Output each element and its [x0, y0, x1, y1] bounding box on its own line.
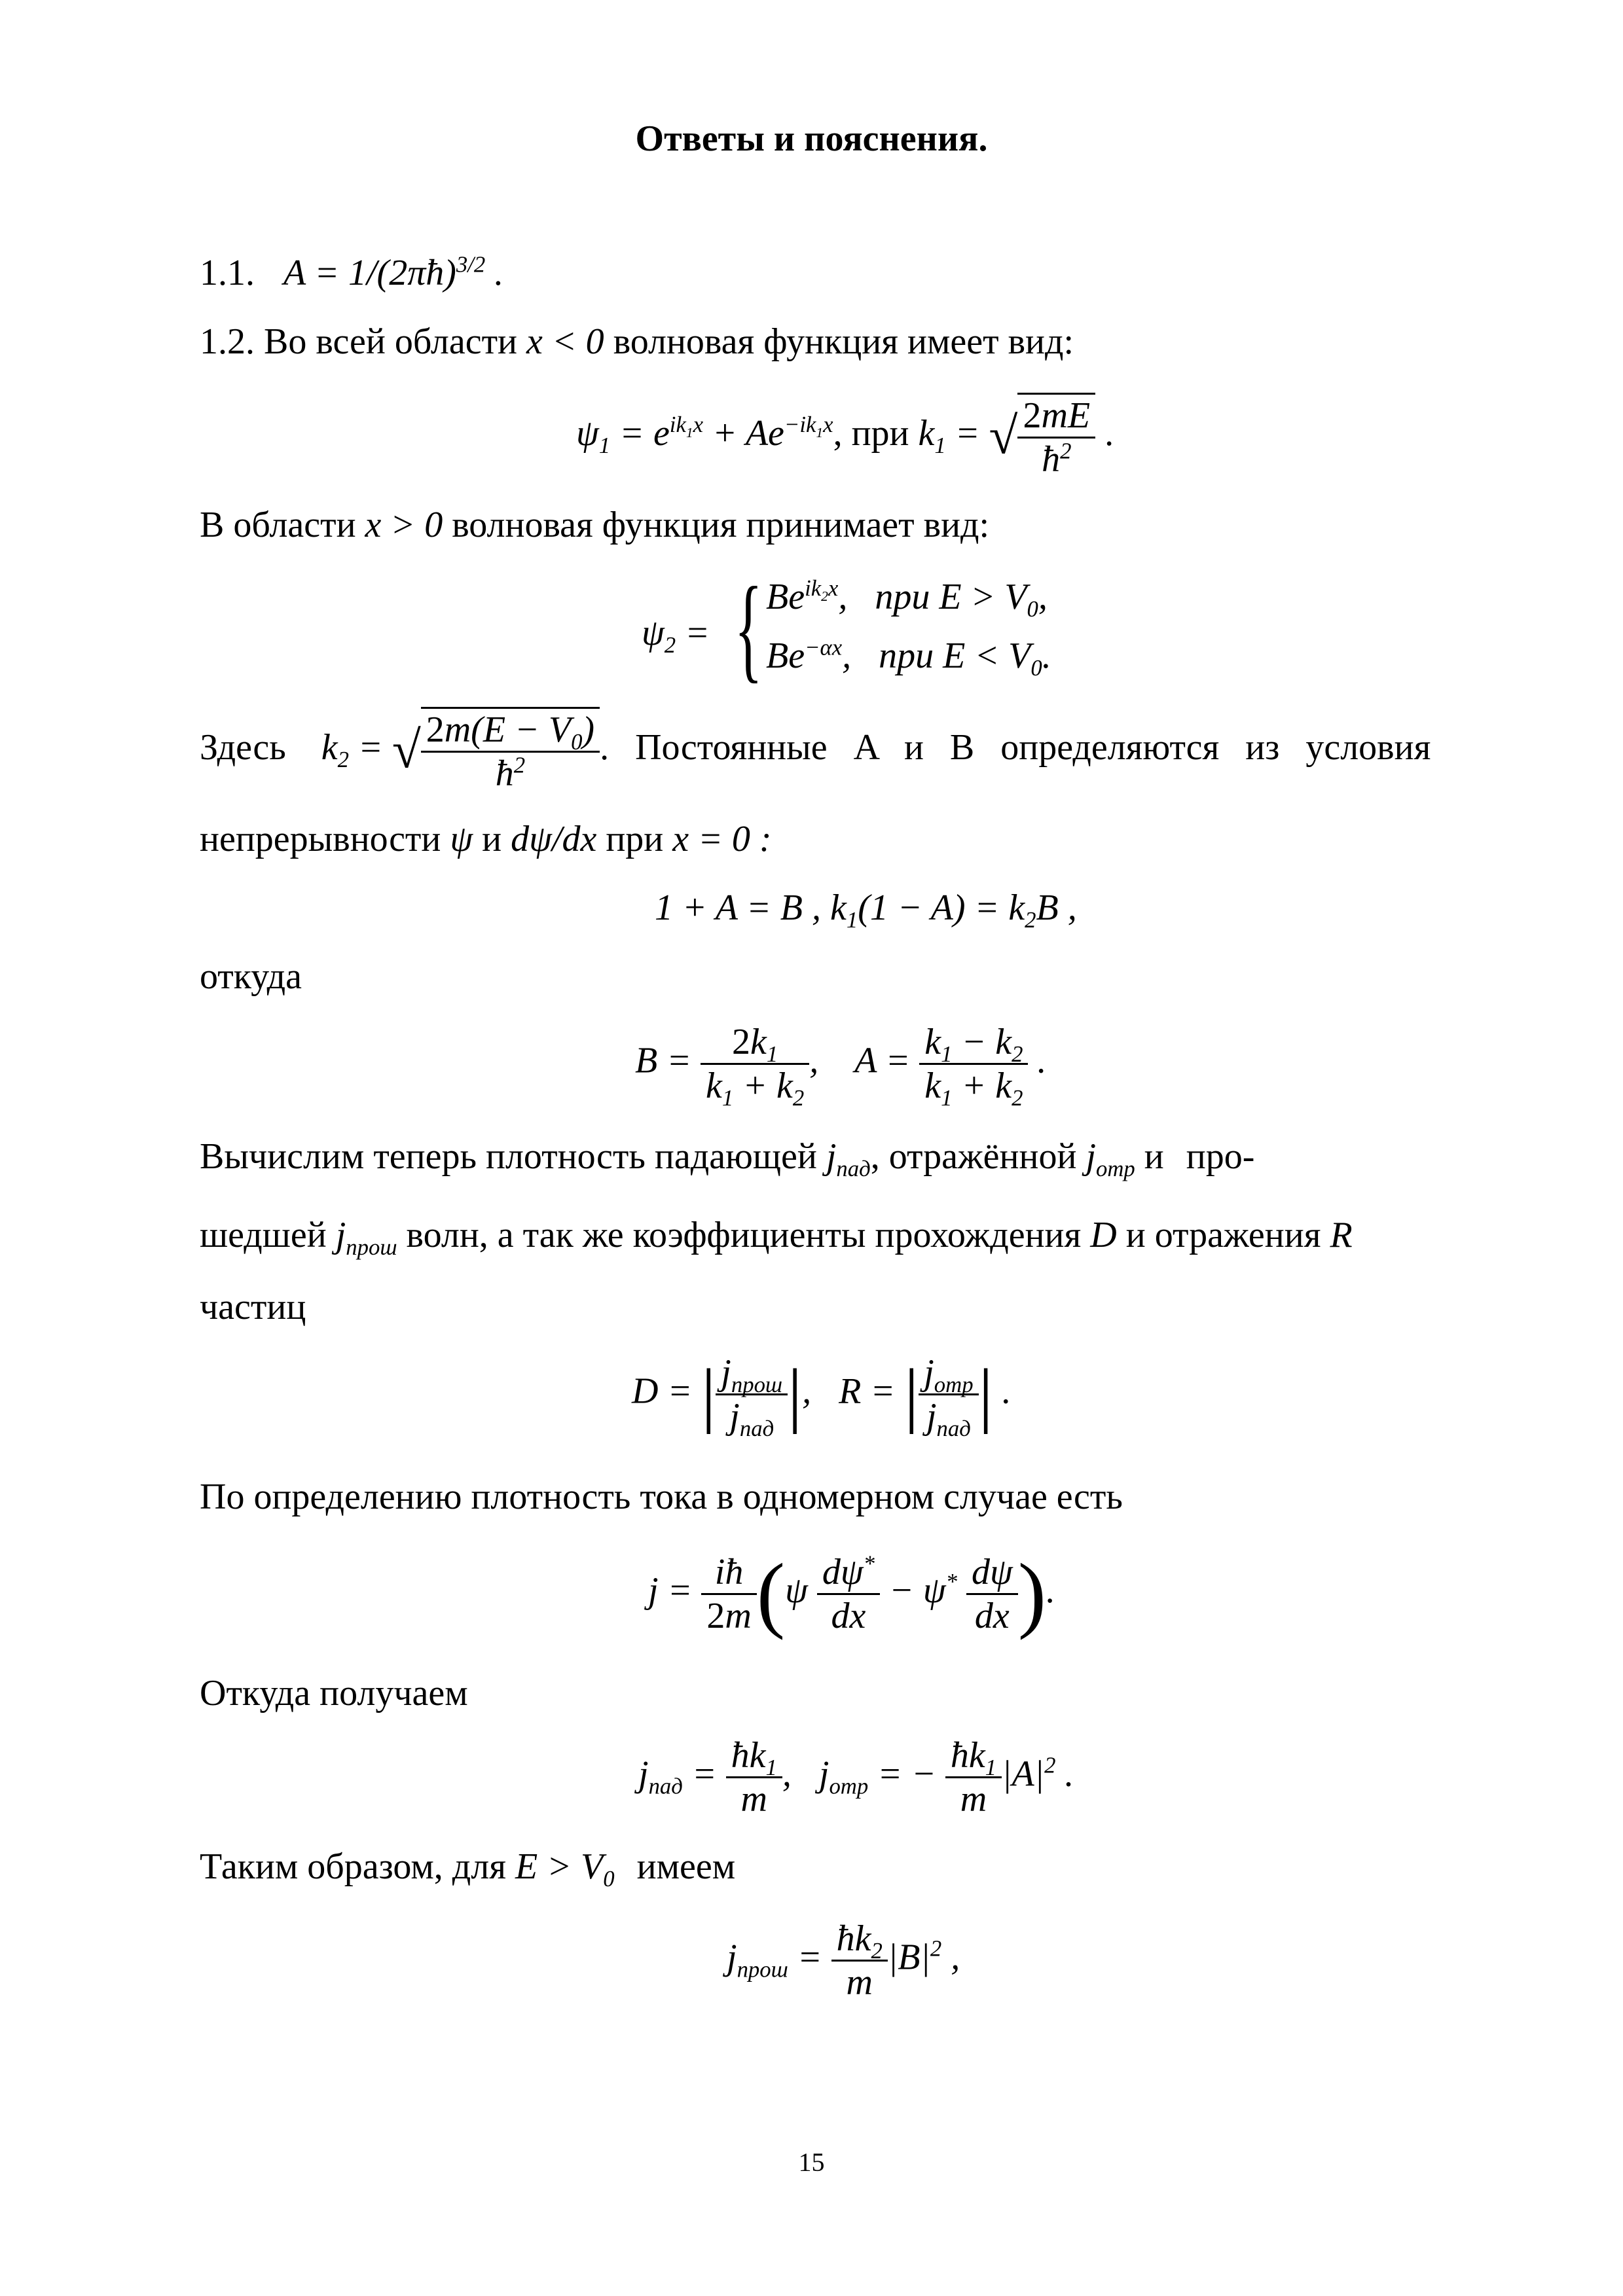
- formula-j-pad-otr: $j_{пад}$ = $\frac{ħk_1}{m}$ , $j_{отр}$ = − $\frac{ħk_1}{m}$ $|A|^2$ .: [638, 1735, 1074, 1820]
- page-number: 15: [798, 2147, 825, 2177]
- text: , при: [833, 412, 909, 454]
- otkuda-text: откуда: [200, 956, 302, 997]
- answer-1-1: [200, 252, 503, 294]
- text: при: [879, 636, 934, 676]
- text: непрерывности: [200, 819, 441, 859]
- region-2-text: В области x > 0 волновая функция принимает вид:: [200, 505, 990, 545]
- formula-current-density: j = $\frac{iħ}{2m}$ (ψ $\frac{d\psi^*}{dx}$ − ψ* $\frac{d\psi}{dx}$ ).: [648, 1547, 1056, 1641]
- text: про-: [1186, 1136, 1255, 1177]
- text: и отражения: [1125, 1215, 1321, 1255]
- subscript: пад: [936, 1416, 971, 1442]
- answer-1-2-number: 1.2.: [200, 321, 255, 362]
- text: В области: [200, 505, 356, 545]
- text: . Постоянные A и B определяются из условия: [600, 726, 1431, 768]
- answer-1-2-intro: 1.2. Во всей области x < 0 волновая функция имеет вид:: [200, 321, 1074, 362]
- subscript: отр: [1096, 1156, 1135, 1182]
- text: Здесь: [200, 726, 286, 768]
- subscript: отр: [829, 1773, 869, 1799]
- k2-definition-line: Здесь $k_2$ = √ $\frac{2m(E - V_0)}{ħ^2}$ . Постоянные A и B определяются из условия: [200, 707, 1457, 795]
- subscript: прош: [346, 1234, 397, 1261]
- otkuda-poluchaem-text: Откуда получаем: [200, 1673, 468, 1713]
- text: имеем: [636, 1846, 736, 1887]
- densities-line-2: шедшей $j_{прош}$ волн, а так же коэффициенты прохождения D и отражения R: [200, 1215, 1353, 1261]
- formula-D-R: D = | $\frac{j_{прош}}{j_{пад}}$ |, R = | $\frac{j_{отр}}{j_{пад}}$ | .: [632, 1352, 1012, 1442]
- text: , отражённой: [870, 1136, 1077, 1177]
- subscript: прош: [737, 1956, 788, 1982]
- text: волновая функция принимает вид:: [452, 505, 990, 545]
- text: Вычислим теперь плотность падающей: [200, 1136, 817, 1177]
- chastits-text: частиц: [200, 1287, 306, 1327]
- text: шедшей: [200, 1215, 327, 1255]
- text: и: [482, 819, 502, 859]
- formula-j-prosh: $j_{прош}$ = $\frac{ħk_2}{m}$ $|B|^2$ ,: [727, 1918, 960, 2003]
- text: при: [606, 819, 664, 859]
- text: при: [875, 577, 930, 617]
- subscript: прош: [731, 1372, 783, 1398]
- text: Во всей области: [264, 321, 518, 362]
- continuity-line: непрерывности ψ и dψ/dx при x = 0 :: [200, 819, 772, 859]
- subscript: отр: [934, 1372, 974, 1398]
- subscript: пад: [836, 1156, 871, 1182]
- takim-obrazom-line: Таким образом, для $E > V_0$ имеем: [200, 1846, 736, 1892]
- formula-continuity: 1 + A = B , $k_1(1 - A) = k_2B$ ,: [655, 888, 1077, 933]
- densities-line-1: Вычислим теперь плотность падающей $j_{пад}$, отражённой $j_{отр}$ и про-: [200, 1136, 1255, 1182]
- formula-normalization: A = 1/(2πħ)$^{3/2}$ .: [283, 251, 504, 293]
- formula-psi1: $\psi_1 = e^{ik_1x} + Ae^{-ik_1x}$, при $k_1$ = √ $\frac{2mE}{ħ^2}$ .: [576, 393, 1114, 480]
- answer-1-1-number: 1.1.: [200, 253, 255, 293]
- subscript: пад: [739, 1416, 775, 1442]
- page-title: Ответы и пояснения.: [635, 118, 988, 159]
- current-definition-text: По определению плотность тока в одномерном случае есть: [200, 1477, 1123, 1517]
- text: волновая функция имеет вид:: [613, 321, 1074, 362]
- formula-B-A: B = $\frac{2k_1}{k_1 + k_2}$ , A = $\frac{k_1 - k_2}{k_1 + k_2}$ .: [635, 1022, 1047, 1111]
- text: и: [1144, 1136, 1164, 1177]
- subscript: пад: [648, 1773, 683, 1799]
- text: Таким образом, для: [200, 1846, 506, 1887]
- text: волн, а так же коэффициенты прохождения: [406, 1215, 1082, 1255]
